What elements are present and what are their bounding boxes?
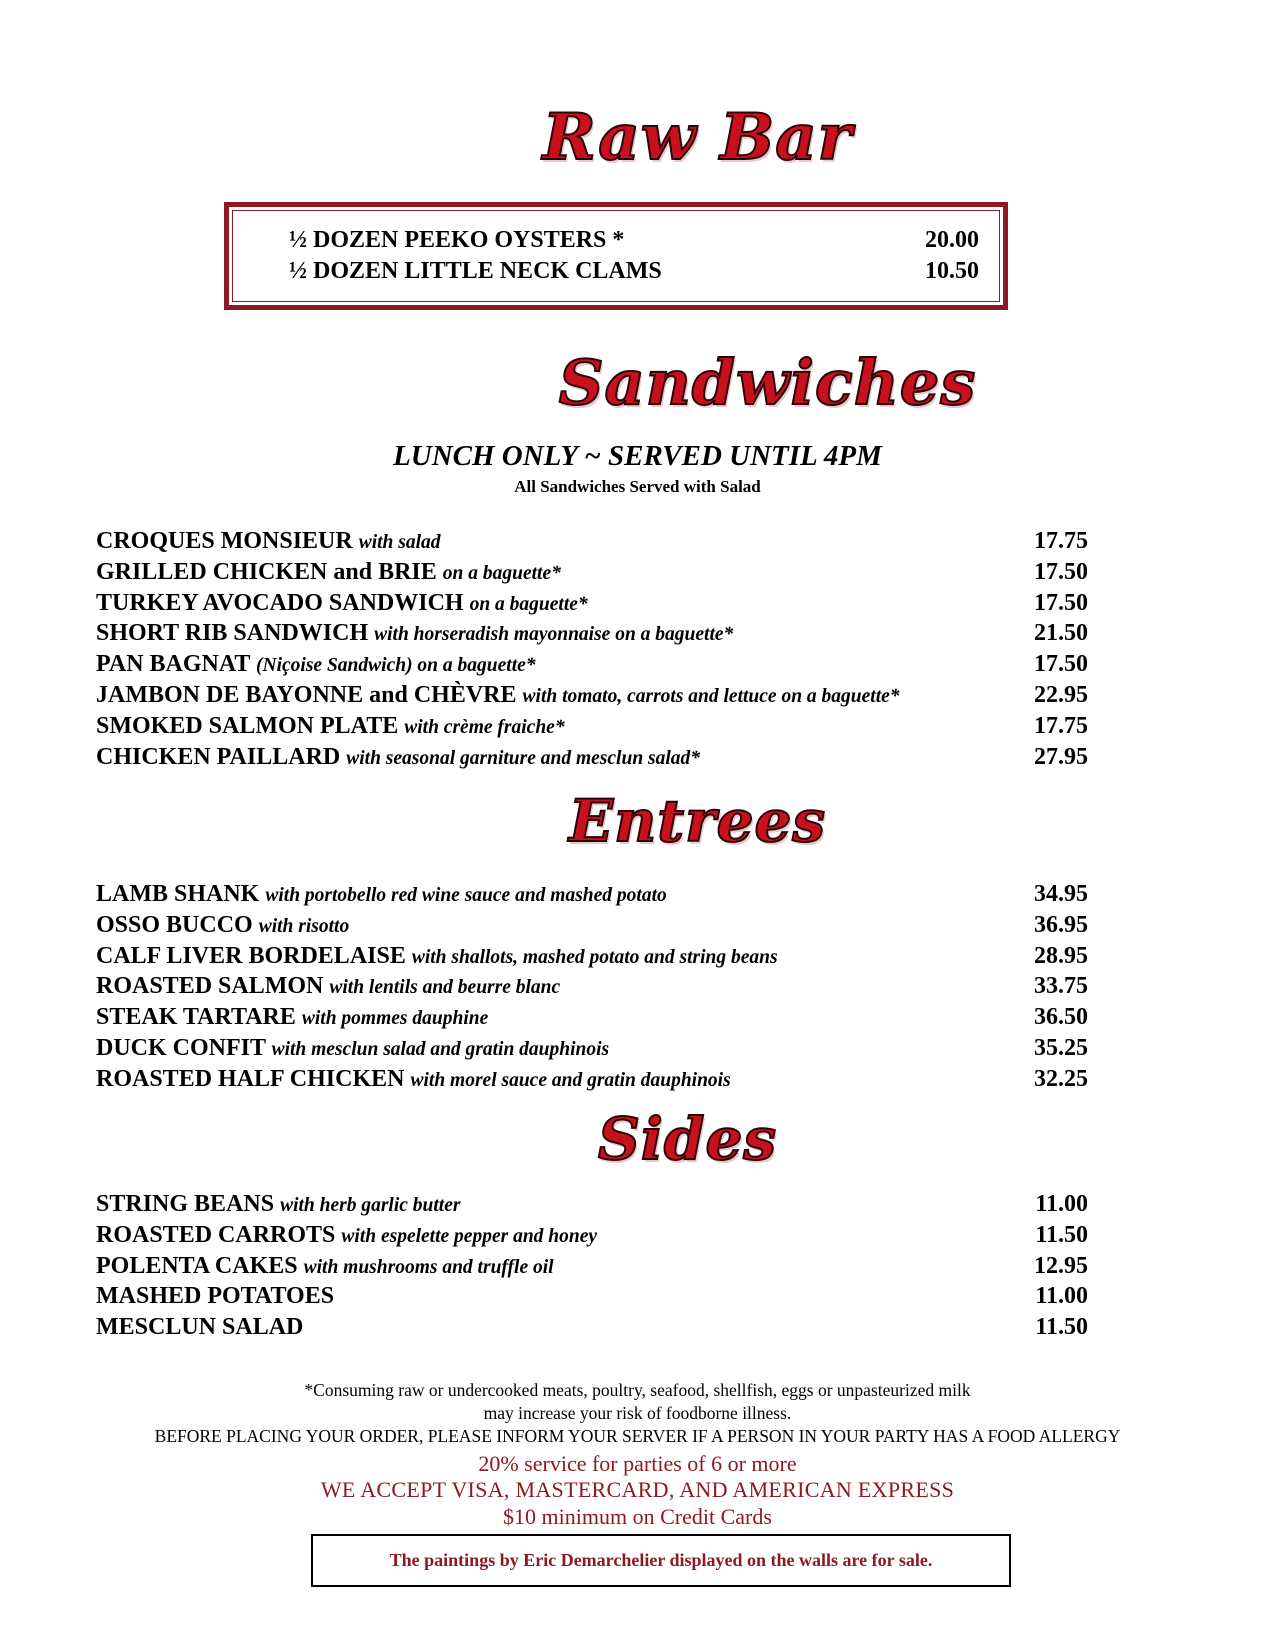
item-name: MESCLUN SALAD: [96, 1314, 304, 1341]
item-name: JAMBON DE BAYONNE and CHÈVRE: [96, 681, 517, 708]
item-name: TURKEY AVOCADO SANDWICH: [96, 589, 464, 616]
item-name: LAMB SHANK: [96, 881, 260, 907]
menu-item: [96, 1191, 1088, 1222]
item-price: 17.50: [1034, 651, 1088, 678]
item-name: SMOKED SALMON PLATE: [96, 712, 399, 739]
entrees-heading: Entrees: [568, 787, 827, 855]
item-price: 32.25: [1034, 1065, 1088, 1092]
item-description: on a baguette*: [442, 562, 561, 584]
menu-item-clams: [289, 256, 979, 287]
item-name: STRING BEANS: [96, 1191, 275, 1217]
item-description: with shallots, mashed potato and string beans: [411, 946, 778, 968]
item-name: DUCK CONFIT: [96, 1034, 266, 1061]
item-price: 35.25: [1034, 1034, 1088, 1061]
entrees-list: [96, 881, 1088, 1097]
sandwiches-note: All Sandwiches Served with Salad: [514, 477, 761, 496]
item-price: 20.00: [925, 227, 979, 253]
item-description: with seasonal garniture and mesclun salad*: [346, 747, 701, 769]
item-description: with mushrooms and truffle oil: [303, 1256, 554, 1278]
menu-item: [96, 973, 1088, 1004]
allergy-notice: BEFORE PLACING YOUR ORDER, PLEASE INFORM YOUR SERVER IF A PERSON IN YOUR PARTY HAS A FOOD ALLERGY: [154, 1426, 1121, 1446]
item-price: 28.95: [1034, 942, 1088, 969]
sandwiches-list: [96, 528, 1088, 774]
item-name: CROQUES MONSIEUR: [96, 528, 353, 554]
item-name: ROASTED CARROTS: [96, 1221, 336, 1248]
item-description: with tomato, carrots and lettuce on a baguette*: [522, 685, 900, 707]
menu-item: [96, 559, 1088, 590]
item-name: STEAK TARTARE: [96, 1004, 296, 1031]
item-price: 17.75: [1034, 528, 1088, 554]
raw-bar-inner-frame: [232, 210, 1000, 302]
item-description: with pommes dauphine: [301, 1008, 489, 1030]
item-price: 11.00: [1035, 1283, 1088, 1310]
paintings-notice: The paintings by Eric Demarchelier displayed on the walls are for sale.: [389, 1550, 933, 1570]
item-name: ½ DOZEN PEEKO OYSTERS *: [289, 227, 625, 253]
accepted-cards-note: WE ACCEPT VISA, MASTERCARD, AND AMERICAN EXPRESS: [320, 1477, 955, 1502]
item-description: with morel sauce and gratin dauphinois: [410, 1069, 731, 1091]
raw-bar-box: [224, 202, 1008, 310]
item-description: with mesclun salad and gratin dauphinois: [271, 1038, 610, 1060]
menu-item: [96, 1035, 1088, 1066]
item-price: 33.75: [1034, 973, 1088, 1000]
menu-item: [96, 1283, 1088, 1314]
sides-heading: Sides: [597, 1105, 778, 1173]
sandwiches-heading: Sandwiches: [558, 346, 977, 419]
menu-item: [96, 1004, 1088, 1035]
menu-item: [96, 744, 1088, 775]
menu-item: [96, 620, 1088, 651]
item-price: 11.50: [1035, 1221, 1088, 1248]
menu-item: [96, 651, 1088, 682]
consumption-warning-line1: *Consuming raw or undercooked meats, poultry, seafood, shellfish, eggs or unpasteurized milk: [304, 1380, 971, 1400]
item-description: with horseradish mayonnaise on a baguette*: [374, 624, 734, 646]
credit-card-minimum-note: $10 minimum on Credit Cards: [503, 1504, 772, 1529]
item-price: 22.95: [1034, 681, 1088, 708]
item-price: 36.50: [1034, 1004, 1088, 1031]
item-name: SHORT RIB SANDWICH: [96, 620, 369, 647]
paintings-notice-box: [311, 1534, 1011, 1587]
menu-item-oysters: [289, 225, 979, 256]
item-name: PAN BAGNAT: [96, 651, 251, 678]
menu-item: [96, 528, 1088, 559]
item-price: 17.75: [1034, 712, 1088, 739]
item-description: with herb garlic butter: [280, 1195, 461, 1216]
item-price: 11.00: [1035, 1191, 1088, 1217]
item-price: 27.95: [1034, 743, 1088, 770]
menu-item: [96, 1066, 1088, 1097]
item-price: 17.50: [1034, 558, 1088, 585]
item-name: ½ DOZEN LITTLE NECK CLAMS: [289, 258, 662, 284]
item-name: GRILLED CHICKEN and BRIE: [96, 558, 437, 585]
item-description: on a baguette*: [469, 593, 588, 615]
item-description: with lentils and beurre blanc: [329, 977, 561, 999]
menu-item: [96, 881, 1088, 912]
item-price: 12.95: [1034, 1252, 1088, 1279]
item-description: with portobello red wine sauce and mashed potato: [265, 885, 667, 906]
item-price: 11.50: [1035, 1314, 1088, 1341]
item-description: with risotto: [258, 915, 350, 937]
item-name: CHICKEN PAILLARD: [96, 743, 341, 770]
lunch-only-subtitle: LUNCH ONLY ~ SERVED UNTIL 4PM: [393, 440, 882, 472]
sides-list: [96, 1191, 1088, 1345]
menu-item: [96, 1222, 1088, 1253]
menu-item: [96, 1253, 1088, 1284]
menu-item: [96, 713, 1088, 744]
item-description: with espelette pepper and honey: [341, 1225, 598, 1247]
item-name: POLENTA CAKES: [96, 1252, 298, 1279]
item-price: 10.50: [925, 258, 979, 284]
raw-bar-heading: Raw Bar: [542, 100, 853, 175]
item-price: 17.50: [1034, 589, 1088, 616]
item-description: (Niçoise Sandwich) on a baguette*: [256, 655, 536, 677]
item-name: ROASTED SALMON: [96, 973, 324, 1000]
item-name: OSSO BUCCO: [96, 911, 253, 938]
consumption-warning-line2: may increase your risk of foodborne illness.: [483, 1403, 792, 1423]
item-name: CALF LIVER BORDELAISE: [96, 942, 406, 969]
service-charge-note: 20% service for parties of 6 or more: [478, 1451, 797, 1476]
item-name: MASHED POTATOES: [96, 1283, 335, 1310]
menu-item: [96, 590, 1088, 621]
menu-item: [96, 1314, 1088, 1345]
menu-item: [96, 943, 1088, 974]
item-description: with crème fraiche*: [404, 716, 565, 738]
item-price: 36.95: [1034, 911, 1088, 938]
menu-item: [96, 912, 1088, 943]
item-description: with salad: [358, 532, 441, 553]
item-price: 34.95: [1034, 881, 1088, 907]
item-price: 21.50: [1034, 620, 1088, 647]
menu-item: [96, 682, 1088, 713]
item-name: ROASTED HALF CHICKEN: [96, 1065, 405, 1092]
